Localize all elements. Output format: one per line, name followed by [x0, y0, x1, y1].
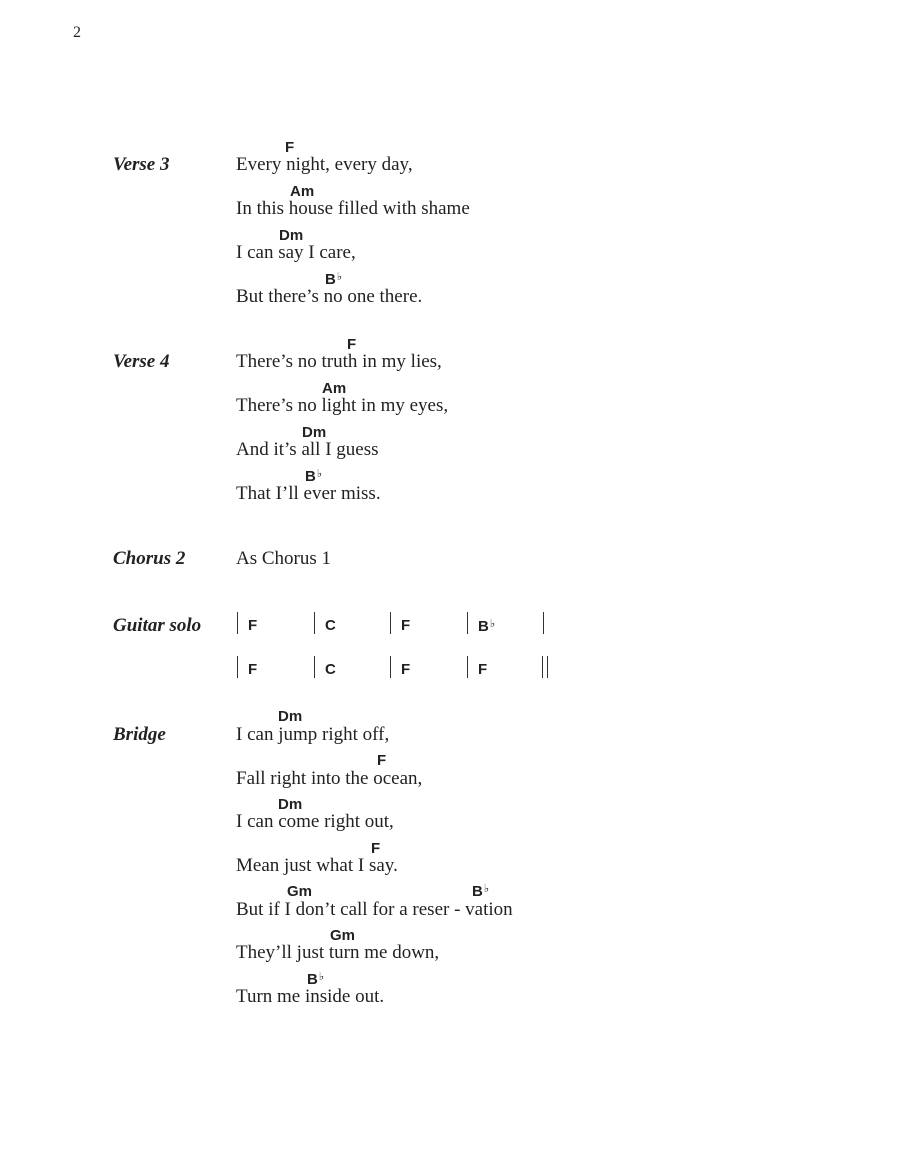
section-label-chorus-2: Chorus 2	[113, 548, 186, 569]
lyric-line: But there’s no one there.	[236, 286, 423, 307]
chord-letter: B	[305, 468, 316, 485]
section-label-bridge: Bridge	[113, 724, 166, 745]
final-double-bar-line	[542, 656, 548, 678]
chord-am: Am	[322, 380, 347, 397]
section-label-verse-3: Verse 3	[113, 154, 170, 175]
chord-f: F	[371, 840, 381, 857]
chord-b-flat	[472, 882, 489, 900]
chord-gm: Gm	[330, 927, 356, 944]
chord-dm: Dm	[302, 424, 327, 441]
chord-f: F	[347, 336, 357, 353]
bar-line	[237, 612, 238, 634]
chord-f: F	[285, 139, 295, 156]
bar-line	[467, 612, 468, 634]
chord-dm: Dm	[278, 796, 303, 813]
flat-icon: ♭	[318, 971, 325, 983]
page-number: 2	[73, 24, 81, 41]
solo-chord-f: F	[478, 661, 488, 678]
chord-letter: B	[325, 271, 336, 288]
lyric-line: I can come right out,	[236, 811, 394, 832]
bar-line	[314, 612, 315, 634]
solo-chord-c: C	[325, 617, 336, 634]
solo-chord-f: F	[401, 617, 411, 634]
lyric-line: Turn me inside out.	[236, 986, 385, 1007]
section-label-guitar-solo: Guitar solo	[113, 615, 202, 636]
bar-line	[390, 656, 391, 678]
flat-icon: ♭	[336, 271, 343, 283]
solo-chord-c: C	[325, 661, 336, 678]
lyric-line: I can say I care,	[236, 242, 356, 263]
lyric-line: That I’ll ever miss.	[236, 483, 381, 504]
chord-letter: B	[472, 883, 483, 900]
solo-chord-f: F	[248, 617, 258, 634]
chord-f: F	[377, 752, 387, 769]
chord-dm: Dm	[279, 227, 304, 244]
lyric-line: Mean just what I say.	[236, 855, 398, 876]
chord-letter: B	[478, 618, 489, 635]
lyric-line: But if I don’t call for a reser - vation	[236, 899, 513, 920]
chord-am: Am	[290, 183, 315, 200]
chord-gm: Gm	[287, 883, 313, 900]
lyric-line: And it’s all I guess	[236, 439, 379, 460]
bar-line	[543, 612, 544, 634]
chord-letter: B	[307, 971, 318, 988]
chorus-reference: As Chorus 1	[236, 548, 332, 569]
lyric-line: I can jump right off,	[236, 724, 390, 745]
lyric-line: Every night, every day,	[236, 154, 413, 175]
flat-icon: ♭	[316, 468, 323, 480]
bar-line	[314, 656, 315, 678]
bar-line	[390, 612, 391, 634]
lyric-line: Fall right into the ocean,	[236, 768, 423, 789]
lyric-line: There’s no truth in my lies,	[236, 351, 442, 372]
lyric-line: There’s no light in my eyes,	[236, 395, 449, 416]
flat-icon: ♭	[489, 618, 496, 630]
solo-chord-b-flat	[478, 617, 495, 635]
lyric-line: In this house filled with shame	[236, 198, 470, 219]
solo-chord-f: F	[401, 661, 411, 678]
section-label-verse-4: Verse 4	[113, 351, 170, 372]
bar-line	[467, 656, 468, 678]
bar-line	[237, 656, 238, 678]
chord-dm: Dm	[278, 708, 303, 725]
solo-chord-f: F	[248, 661, 258, 678]
lyric-line: They’ll just turn me down,	[236, 942, 440, 963]
flat-icon: ♭	[483, 883, 490, 895]
